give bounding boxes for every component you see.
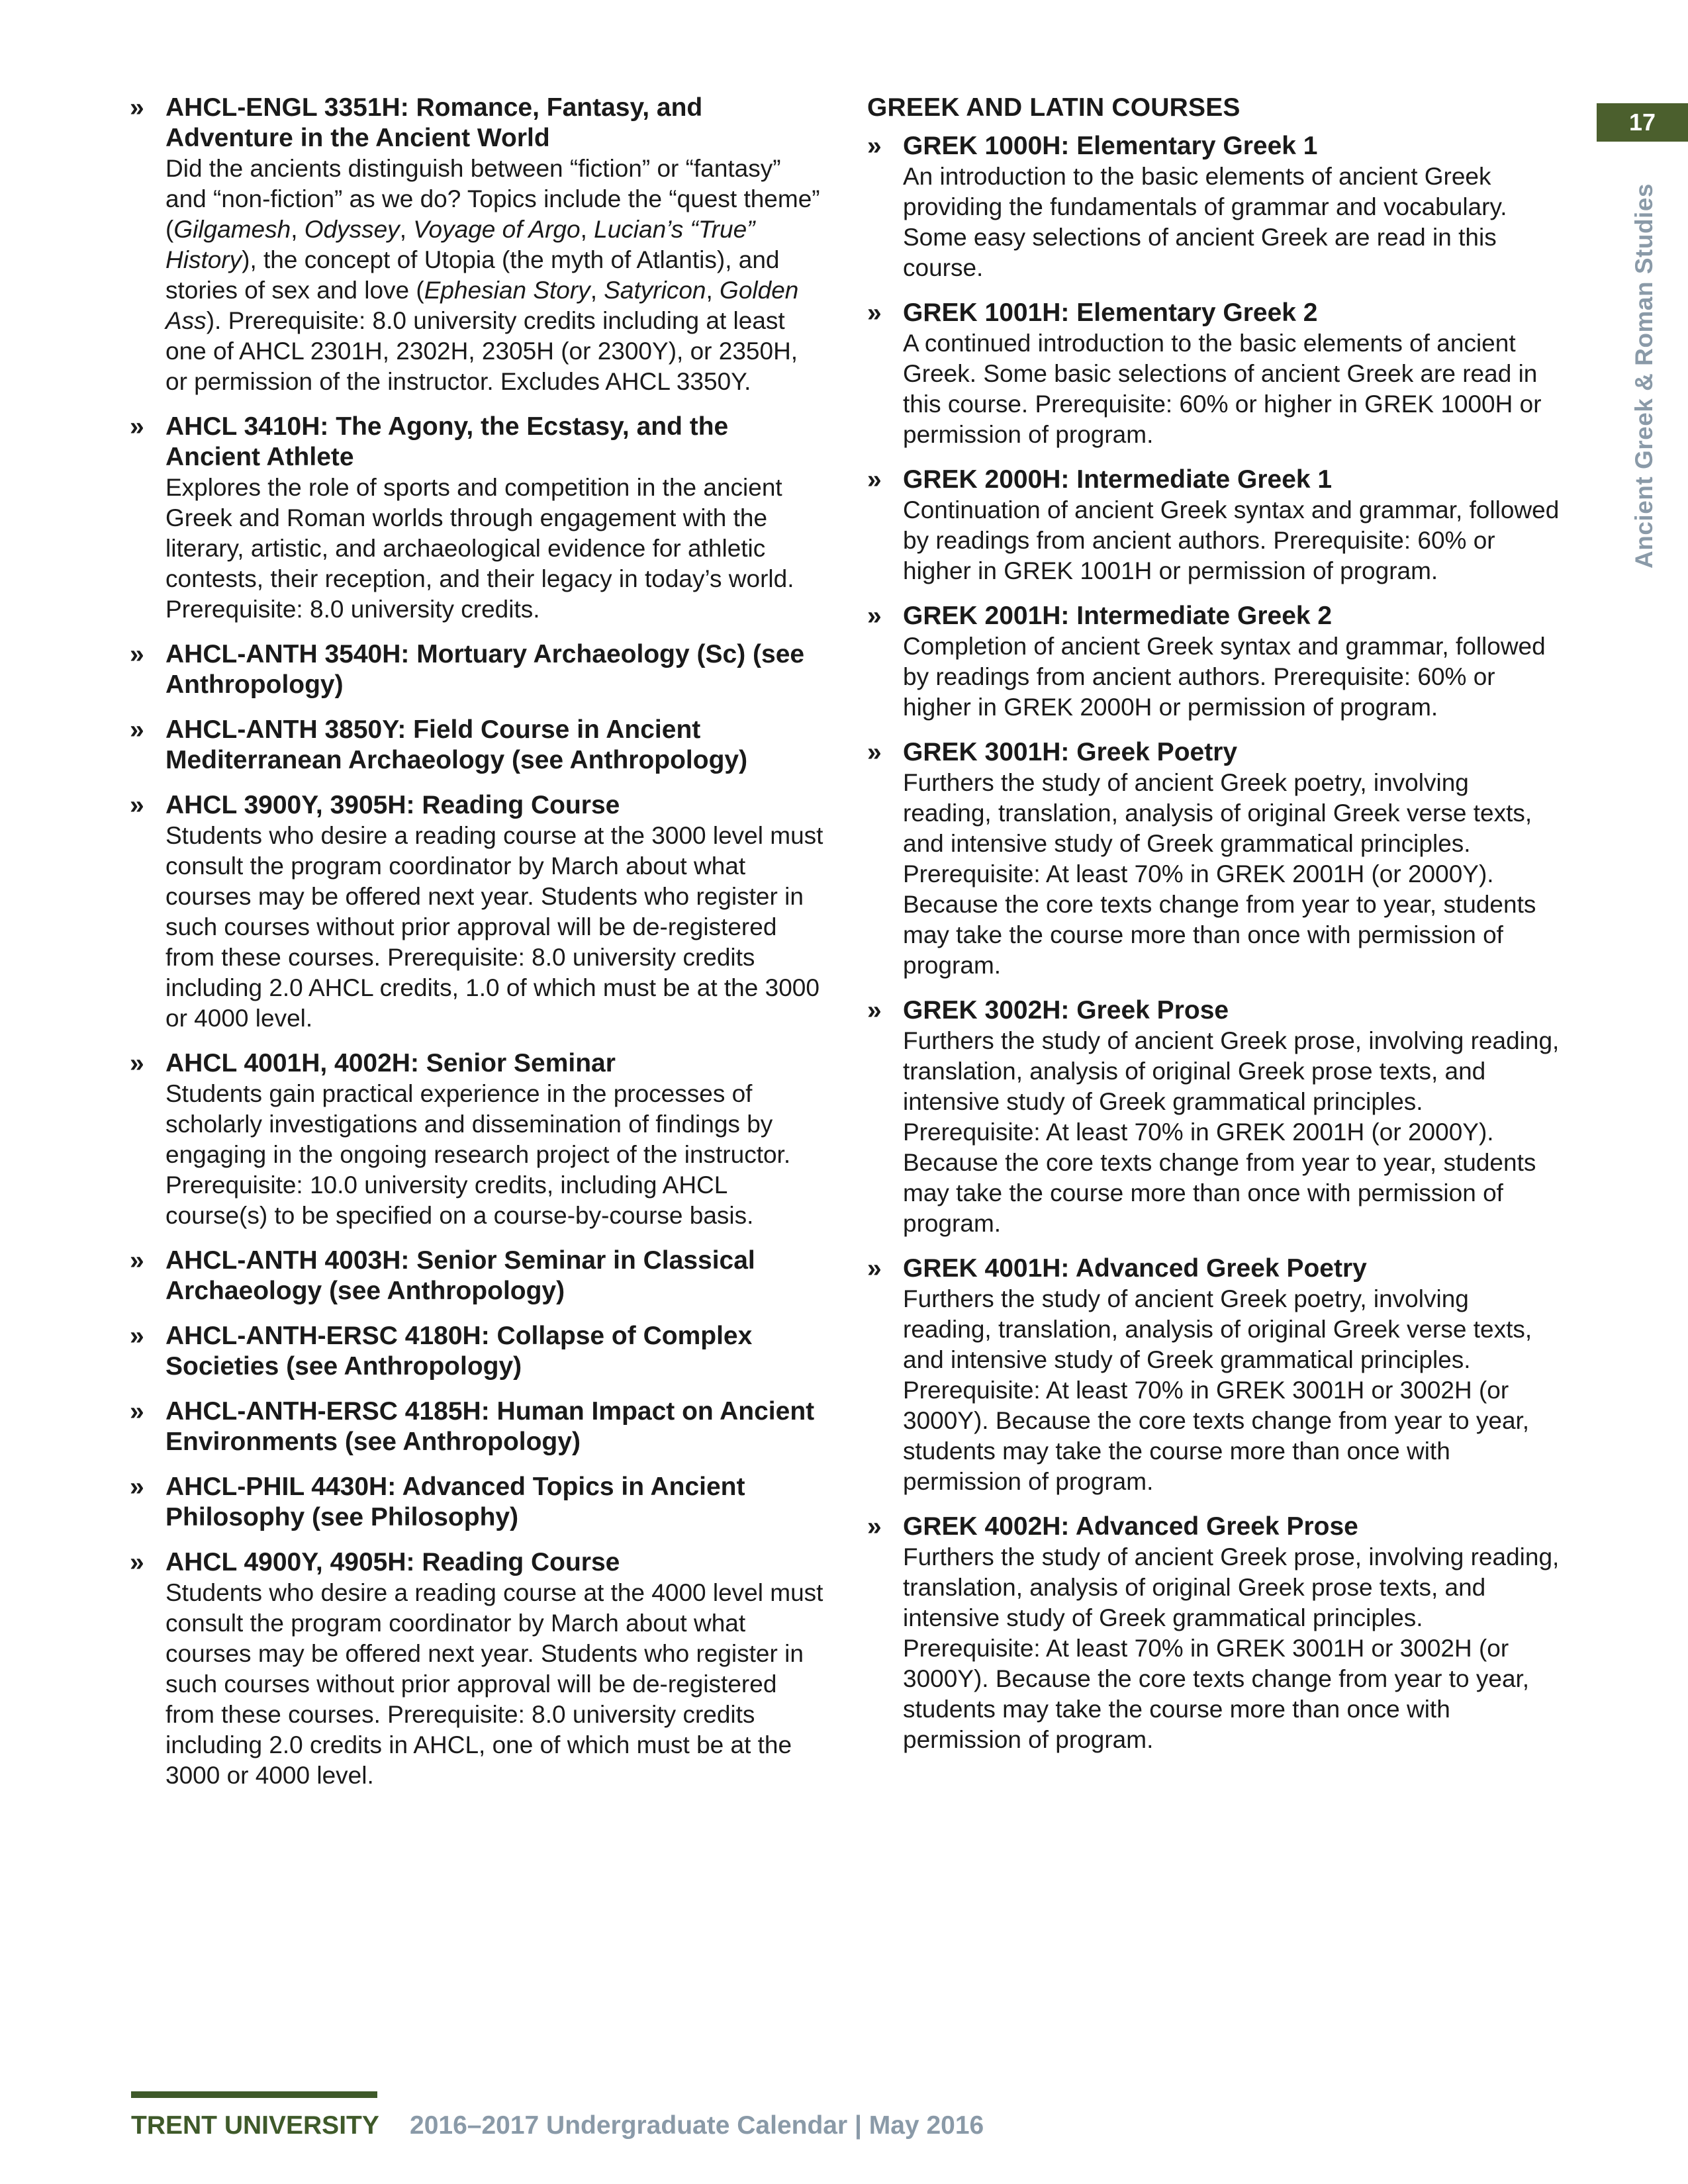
bullet-icon: » [130,715,144,744]
bullet-icon: » [867,996,882,1024]
course-entry [130,1396,825,1457]
bullet-icon: » [130,1397,144,1426]
course-list [867,131,1562,1755]
course-description: A continued introduction to the basic elements of ancient Greek. Some basic selections of ancient Greek are read in this course. Prerequisite: 60% or higher in GREK 1000H or permission of program. [903,330,1542,448]
course-entry [867,298,1562,450]
course-entry [130,1321,825,1382]
course-entry [867,131,1562,283]
course-entry [867,465,1562,586]
bullet-icon: » [130,640,144,668]
bullet-icon: » [130,1049,144,1077]
course-title: AHCL-ENGL 3351H: Romance, Fantasy, and Adventure in the Ancient World [165,93,703,152]
bullet-icon: » [130,1473,144,1501]
course-title: AHCL-ANTH 4003H: Senior Seminar in Classical Archaeology (see Anthropology) [165,1246,755,1305]
course-title: GREK 4001H: Advanced Greek Poetry [903,1254,1367,1283]
course-title: GREK 1000H: Elementary Greek 1 [903,132,1318,160]
bullet-icon: » [867,1512,882,1541]
course-title: AHCL 3410H: The Agony, the Ecstasy, and the Ancient Athlete [165,412,729,471]
course-description: Students who desire a reading course at the 3000 level must consult the program coordinator by March about what courses may be offered next year. Students who register in such courses without prior approval will be de-registered from these courses. Prerequisite: 8.0 university credits including 2.0 AHCL credits, 1.0 of which must be at the 3000 or 4000 level. [165,822,823,1032]
course-description: Furthers the study of ancient Greek prose, involving reading, translation, analysis of original Greek prose texts, and intensive study of Greek grammatical principles. Prerequisite: At least 70% in GREK 3001H or 3002H (or 3000Y). Because the core texts change from year to year, students may take the course more than once with permission of program. [903,1543,1560,1753]
bullet-icon: » [130,412,144,441]
side-section-title-text: Ancient Greek & Roman Studies [1630,183,1658,569]
course-entry [867,995,1562,1239]
bullet-icon: » [130,93,144,122]
course-title: AHCL-PHIL 4430H: Advanced Topics in Ancient Philosophy (see Philosophy) [165,1473,745,1531]
side-section-title [1618,171,1671,581]
page-number: 17 [1597,103,1688,142]
course-title: AHCL-ANTH-ERSC 4185H: Human Impact on Ancient Environments (see Anthropology) [165,1397,815,1456]
bullet-icon: » [130,1322,144,1350]
footer-calendar: 2016–2017 Undergraduate Calendar | May 2016 [410,2111,984,2140]
bullet-icon: » [130,791,144,819]
left-column [130,93,825,1805]
course-entry [130,1048,825,1231]
bullet-icon: » [130,1246,144,1275]
bullet-icon: » [867,602,882,630]
course-title: GREK 1001H: Elementary Greek 2 [903,298,1318,327]
course-entry [867,1253,1562,1497]
course-entry [130,790,825,1034]
course-description: Students gain practical experience in the processes of scholarly investigations and dissemination of findings by engaging in the ongoing research project of the instructor. Prerequisite: 10.0 university credits, including AHCL course(s) to be specified on a course-by-course basis. [165,1080,791,1229]
course-description: Completion of ancient Greek syntax and grammar, followed by readings from ancient authors. Prerequisite: 60% or higher in GREK 2000H or permission of program. [903,633,1546,721]
course-description: Did the ancients distinguish between “fiction” or “fantasy” and “non-fiction” as we do? Topics include the “quest theme” (Gilgamesh, Odyssey, Voyage of Argo, Lucian’s “True” History), the concept of Utopia (the myth of Atlantis), and stories of sex and love (Ephesian Story, Satyricon, Golden Ass). Prerequisite: 8.0 university credits including at least one of AHCL 2301H, 2302H, 2305H (or 2300Y), or 2350H, or permission of the instructor. Excludes AHCL 3350Y. [165,155,820,395]
course-title: AHCL 4900Y, 4905H: Reading Course [165,1548,620,1576]
course-description: Students who desire a reading course at the 4000 level must consult the program coordinator by March about what courses may be offered next year. Students who register in such courses without prior approval will be de-registered from these courses. Prerequisite: 8.0 university credits including 2.0 credits in AHCL, one of which must be at the 3000 or 4000 level. [165,1579,823,1789]
course-title: AHCL 3900Y, 3905H: Reading Course [165,791,620,819]
course-description: Furthers the study of ancient Greek prose, involving reading, translation, analysis of original Greek prose texts, and intensive study of Greek grammatical principles. Prerequisite: At least 70% in GREK 2001H (or 2000Y). Because the core texts change from year to year, students may take the course more than once with permission of program. [903,1027,1560,1237]
course-entry [130,1547,825,1791]
bullet-icon: » [867,1254,882,1283]
footer-university: TRENT UNIVERSITY [131,2111,379,2140]
course-entry [867,601,1562,723]
course-description: Explores the role of sports and competition in the ancient Greek and Roman worlds through engagement with the literary, artistic, and archaeological evidence for athletic contests, their reception, and their legacy in today’s world. Prerequisite: 8.0 university credits. [165,474,794,623]
course-title: GREK 3002H: Greek Prose [903,996,1229,1024]
course-description: Furthers the study of ancient Greek poetry, involving reading, translation, analysis of original Greek verse texts, and intensive study of Greek grammatical principles. Prerequisite: At least 70% in GREK 3001H or 3002H (or 3000Y). Because the core texts change from year to year, students may take the course more than once with permission of program. [903,1285,1532,1495]
course-title: GREK 2001H: Intermediate Greek 2 [903,602,1333,630]
course-title: GREK 4002H: Advanced Greek Prose [903,1512,1358,1541]
course-description: Continuation of ancient Greek syntax and grammar, followed by readings from ancient authors. Prerequisite: 60% or higher in GREK 1001H or permission of program. [903,496,1560,584]
bullet-icon: » [867,738,882,766]
course-title: AHCL 4001H, 4002H: Senior Seminar [165,1049,616,1077]
bullet-icon: » [867,132,882,160]
course-entry [867,1512,1562,1755]
course-entry [130,93,825,397]
course-description: An introduction to the basic elements of ancient Greek providing the fundamentals of grammar and vocabulary. Some easy selections of ancient Greek are read in this course. [903,163,1507,281]
course-entry [130,1472,825,1533]
right-column [867,93,1562,1770]
course-entry [867,737,1562,981]
course-title: GREK 3001H: Greek Poetry [903,738,1238,766]
course-description: Furthers the study of ancient Greek poetry, involving reading, translation, analysis of original Greek verse texts, and intensive study of Greek grammatical principles. Prerequisite: At least 70% in GREK 2001H (or 2000Y). Because the core texts change from year to year, students may take the course more than once with permission of program. [903,769,1536,979]
course-entry [130,715,825,776]
course-title: GREK 2000H: Intermediate Greek 1 [903,465,1333,494]
course-entry [130,412,825,625]
bullet-icon: » [867,298,882,327]
bullet-icon: » [130,1548,144,1576]
course-entry [130,639,825,700]
bullet-icon: » [867,465,882,494]
course-title: AHCL-ANTH 3540H: Mortuary Archaeology (Sc) (see Anthropology) [165,640,805,699]
footer-rule [131,2091,377,2098]
course-title: AHCL-ANTH-ERSC 4180H: Collapse of Complex Societies (see Anthropology) [165,1322,753,1381]
course-title: AHCL-ANTH 3850Y: Field Course in Ancient Mediterranean Archaeology (see Anthropology) [165,715,748,774]
footer [131,2111,984,2144]
section-heading: GREEK AND LATIN COURSES [867,93,1241,122]
course-entry [130,1246,825,1306]
